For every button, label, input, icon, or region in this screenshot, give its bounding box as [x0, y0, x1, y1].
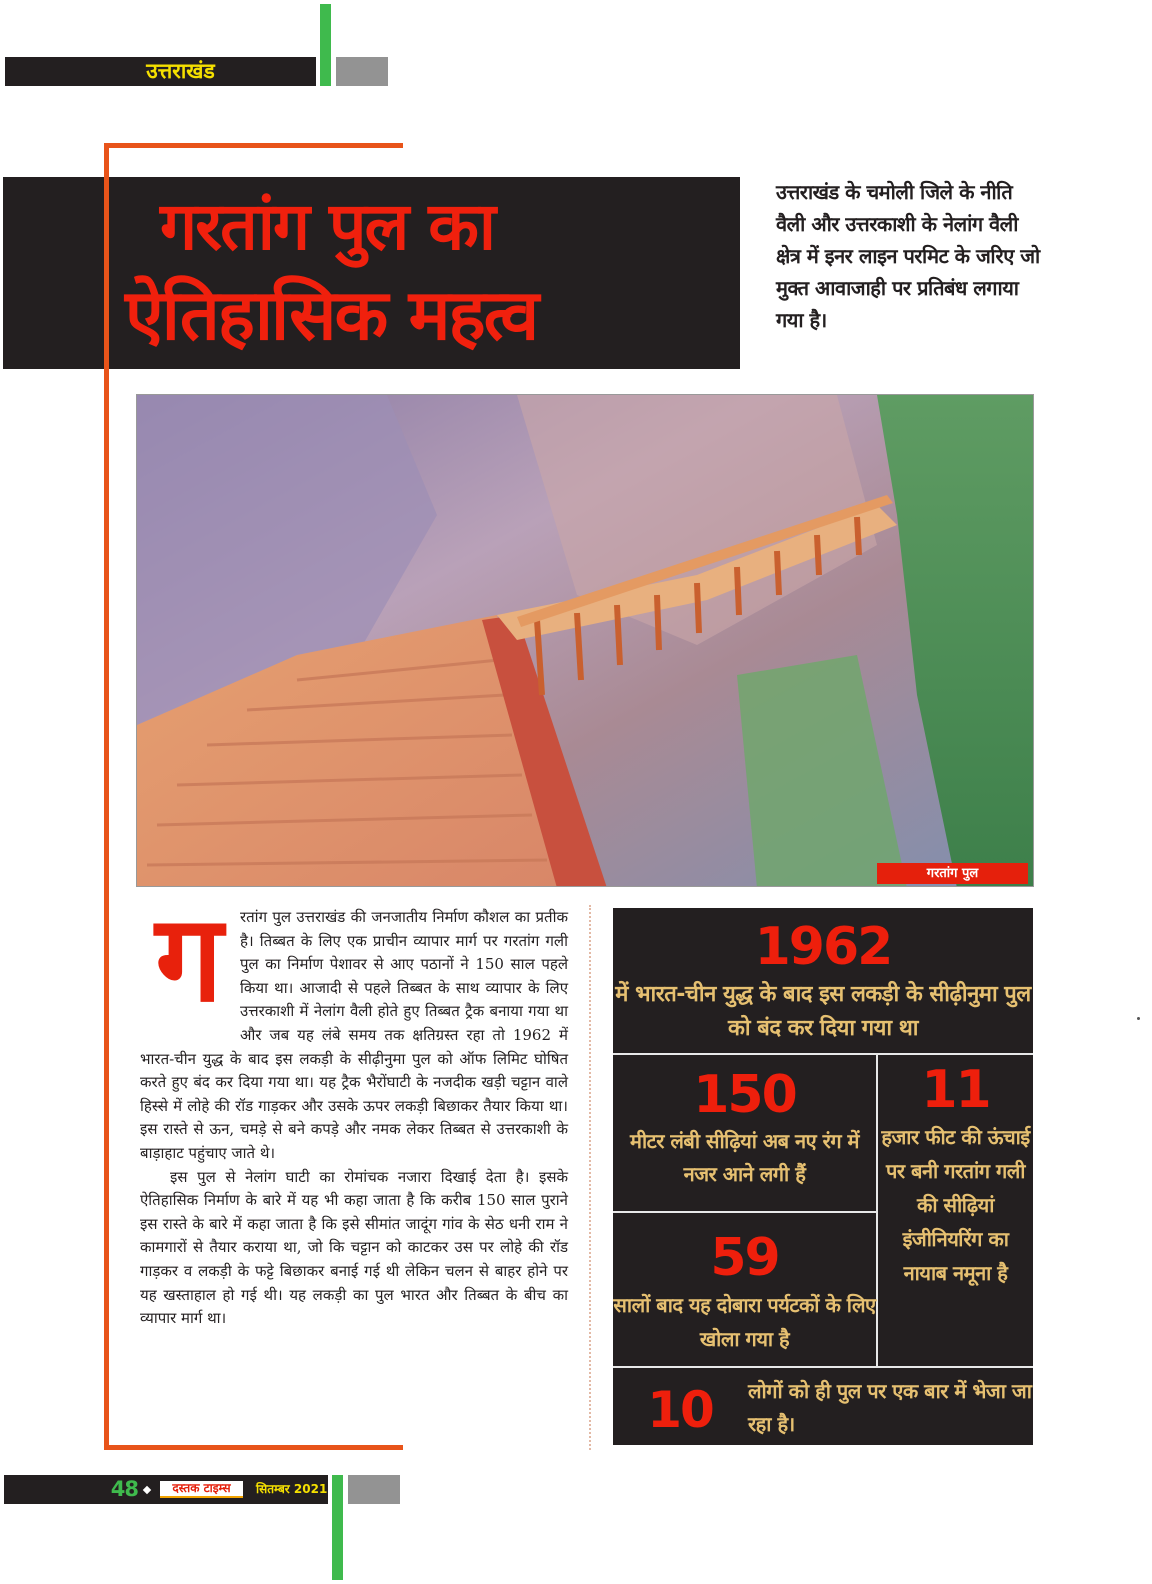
margin-mark — [1137, 1017, 1140, 1020]
accent-block-gray — [336, 57, 388, 86]
fact-number-1962: 1962 — [754, 917, 892, 977]
fact-text-11: हजार फीट की ऊंचाई पर बनी गरतांग गली की सीढ़ियां इंजीनियरिंग का नायाब नमूना है — [881, 1125, 1030, 1285]
accent-block-gray — [348, 1475, 400, 1504]
headline-line-2: ऐतिहासिक महत्व — [125, 274, 538, 356]
paragraph-2: इस पुल से नेलांग घाटी का रोमांचक नजारा दिखाई देता है। इसके ऐतिहासिक निर्माण के बारे में यह भी कहा जाता है कि करीब 150 साल पुराने इस रास्ते के बारे में कहा जाता है कि इसे सीमांत जादूंग गांव के सेठ धनी राम ने कामगारों से तैयार कराया था, जो कि चट्टान को काटकर उस पर लोहे की रॉड गाड़कर व लकड़ी के फट्टे बिछाकर बनाई गई थी लेकिन चलन से बाहर होने पर यह खस्ताहाल हो गई थी। यह लकड़ी का पुल भारत और तिब्बत के बीच का व्यापार मार्ग था। — [140, 1167, 568, 1328]
headline-line-1: गरतांग पुल का — [160, 188, 494, 265]
fact-text-150: मीटर लंबी सीढ़ियां अब नए रंग में नजर आने लगी हैं — [629, 1129, 860, 1186]
publication-name: दस्तक टाइम्स — [160, 1481, 243, 1498]
section-label: उत्तराखंड — [146, 59, 215, 83]
accent-bar-green — [332, 1475, 343, 1580]
issue-date: सितम्बर 2021 — [256, 1482, 328, 1496]
fact-divider — [613, 1211, 876, 1213]
frame-rule-left — [104, 143, 109, 1450]
fact-number-59: 59 — [710, 1228, 779, 1288]
frame-rule-top — [104, 143, 403, 148]
paragraph-1: रतांग पुल उत्तराखंड की जनजातीय निर्माण कौशल का प्रतीक है। तिब्बत के लिए एक प्राचीन व्यापार मार्ग पर गरतांग गली पुल का निर्माण पेशावर से आए पठानों ने 150 साल पहले किया था। आजादी से पहले तिब्बत के साथ व्यापार के लिए उत्तरकाशी में नेलांग वैली होते हुए तिब्बत ट्रैक बनाया गया था और जब यह लंबे समय तक क्षतिग्रस्त रहा तो 1962 में भारत-चीन युद्ध के बाद इस लकड़ी के सीढ़ीनुमा पुल को ऑफ लिमिट घोषित करते हुए बंद कर दिया गया था। यह ट्रैक भैरोंघाटी के नजदीक खड़ी चट्टान वाले हिस्से में लोहे की रॉड गाड़कर और उसके ऊपर लकड़ी बिछाकर तैयार किया था। इस रास्ते से ऊन, चमड़े से बने कपड़े और नमक लेकर तिब्बत से उत्तरकाशी के बाड़ाहाट पहुंचाए जाते थे। — [140, 908, 568, 1162]
article-body — [140, 890, 568, 1331]
fact-divider — [613, 1053, 1033, 1055]
page-number: 48 — [110, 1477, 138, 1501]
drop-cap: ग — [155, 890, 223, 1029]
frame-rule-bottom — [104, 1445, 403, 1450]
fact-text-1962: में भारत-चीन युद्ध के बाद इस लकड़ी के सीढ़ीनुमा पुल को बंद कर दिया गया था — [615, 982, 1031, 1041]
fact-text-10: लोगों को ही पुल पर एक बार में भेजा जा रहा है। — [748, 1379, 1032, 1436]
bridge-photo — [136, 394, 1034, 887]
fact-number-150: 150 — [693, 1065, 796, 1125]
fact-number-10: 10 — [647, 1381, 713, 1439]
publication-logo — [160, 1481, 243, 1498]
fact-divider — [613, 1366, 1033, 1368]
photo-caption: गरतांग पुल — [877, 863, 1028, 884]
bridge-illustration — [137, 395, 1034, 887]
fact-number-11: 11 — [921, 1060, 990, 1120]
accent-bar-green — [320, 4, 331, 86]
fact-text-59: सालों बाद यह दोबारा पर्यटकों के लिए खोला गया है — [613, 1293, 876, 1351]
column-divider — [589, 905, 591, 1450]
intro-deck: उत्तराखंड के चमोली जिले के नीति वैली और उत्तरकाशी के नेलांग वैली क्षेत्र में इनर लाइन परमिट के जरिए जो मुक्त आवाजाही पर प्रतिबंध लगाया गया है। — [776, 180, 1040, 332]
